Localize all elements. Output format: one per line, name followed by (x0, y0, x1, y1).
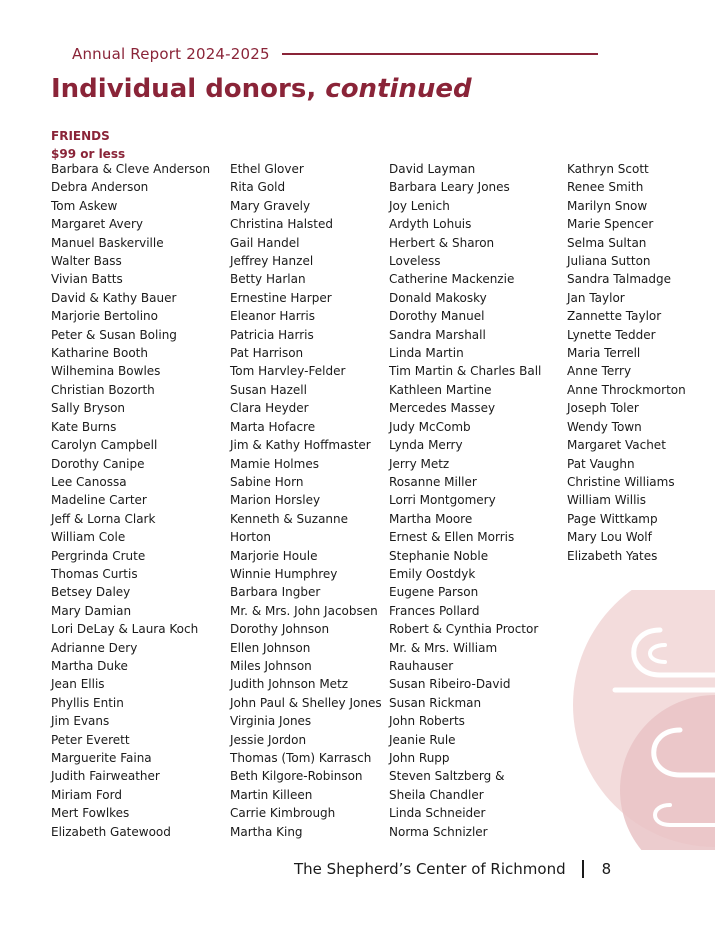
donor-name: Kathryn Scott (567, 162, 649, 176)
donor-name: Emily Oostdyk (389, 566, 476, 581)
donor-name: Joseph Toler (567, 401, 639, 416)
donor-name: David Layman (389, 162, 476, 176)
donor-name: Martin Killeen (230, 787, 313, 802)
donor-name: Winnie Humphrey (230, 566, 338, 581)
donor-name: Vivian Batts (51, 272, 123, 287)
donor-name: Margaret Vachet (567, 438, 666, 453)
footer-separator (582, 860, 584, 878)
donor-name: Joy Lenich (389, 198, 450, 213)
donor-name: Sabine Horn (230, 474, 304, 489)
donor-name: Sally Bryson (51, 401, 126, 416)
donor-level-name: FRIENDS (51, 129, 110, 143)
donor-name: Lori DeLay & Laura Koch (51, 622, 199, 637)
donor-name: Tom Askew (51, 198, 118, 213)
donor-name: Judy McComb (389, 419, 471, 434)
donor-name: Carolyn Campbell (51, 438, 158, 453)
donor-name: Thomas (Tom) Karrasch (230, 751, 372, 765)
donor-name: John Roberts (389, 714, 465, 729)
donor-name: Marta Hofacre (230, 419, 316, 434)
donor-name: Marion Horsley (230, 493, 321, 508)
donor-name: William Willis (567, 493, 646, 508)
donor-name: Sandra Marshall (389, 327, 486, 342)
donor-name: Miles Johnson (230, 658, 312, 673)
donor-name: Steven Saltzberg & (389, 769, 505, 784)
donor-name: Barbara Ingber (230, 585, 321, 600)
donor-name: William Cole (51, 530, 126, 545)
donor-name: Elizabeth Yates (567, 548, 658, 563)
donor-name: Phyllis Entin (51, 695, 124, 710)
decorative-circle-logo-icon (570, 590, 715, 850)
donor-name: Pat Harrison (230, 346, 304, 361)
donor-name: Katharine Booth (51, 346, 148, 361)
donor-name: Frances Pollard (389, 603, 480, 618)
donor-name: Elizabeth Gatewood (51, 824, 171, 839)
donor-name: Patricia Harris (230, 327, 314, 342)
donor-name: Rita Gold (230, 180, 286, 195)
donor-name: Mary Damian (51, 603, 132, 618)
donor-name: Anne Throckmorton (567, 382, 686, 397)
donor-name: Clara Heyder (230, 401, 309, 416)
donor-name: Pat Vaughn (567, 456, 635, 471)
donor-name: Ernest & Ellen Morris (389, 530, 515, 545)
donor-name: Kathleen Martine (389, 382, 492, 397)
donor-name: Wilhemina Bowles (51, 364, 161, 379)
page-title-emphasis: continued (325, 74, 472, 104)
donor-name: Stephanie Noble (389, 548, 489, 563)
donor-name: Rauhauser (389, 658, 454, 673)
donor-name: Kenneth & Suzanne (230, 511, 349, 526)
donor-level (51, 127, 125, 163)
donor-column-3 (389, 160, 541, 841)
donor-name: Mr. & Mrs. William (389, 640, 498, 655)
donor-name: Donald Makosky (389, 290, 487, 305)
donor-name: Jean Ellis (51, 677, 105, 692)
donor-name: Linda Martin (389, 346, 464, 361)
report-header (72, 45, 598, 63)
donor-name: Betsey Daley (51, 585, 131, 600)
donor-name: Robert & Cynthia Proctor (389, 622, 539, 637)
donor-name: Jeff & Lorna Clark (51, 511, 156, 526)
donor-name: Loveless (389, 254, 441, 269)
donor-name: Judith Fairweather (51, 769, 160, 784)
donor-name: Sheila Chandler (389, 787, 484, 802)
donor-column-2 (230, 160, 382, 841)
donor-name: Catherine Mackenzie (389, 272, 515, 287)
donor-name: Lynda Merry (389, 438, 463, 453)
header-rule (282, 53, 598, 55)
page-number: 8 (601, 860, 612, 878)
donor-name: Marie Spencer (567, 217, 654, 232)
donor-name: Susan Rickman (389, 695, 482, 710)
donor-name: John Paul & Shelley Jones (230, 695, 382, 710)
donor-name: Virginia Jones (230, 714, 312, 729)
donor-name: Jim Evans (51, 714, 110, 729)
page-footer (294, 860, 611, 878)
donor-name: Page Wittkamp (567, 511, 658, 526)
donor-name: Norma Schnizler (389, 824, 488, 839)
donor-name: Dorothy Johnson (230, 622, 330, 637)
donor-name: Barbara Leary Jones (389, 180, 510, 195)
donor-name: Marilyn Snow (567, 198, 648, 213)
donor-name: Susan Hazell (230, 382, 307, 397)
footer-organization: The Shepherd’s Center of Richmond (294, 860, 566, 878)
donor-name: Dorothy Canipe (51, 456, 145, 471)
donor-name: Betty Harlan (230, 272, 306, 287)
donor-name: Adrianne Dery (51, 640, 138, 655)
donor-name: Linda Schneider (389, 806, 486, 821)
donor-name: Marjorie Bertolino (51, 309, 158, 324)
page-title-main: Individual donors, (51, 74, 326, 104)
donor-name: Eugene Parson (389, 585, 479, 600)
donor-name: Beth Kilgore-Robinson (230, 769, 363, 784)
donor-column-1 (51, 160, 210, 841)
donor-name: Jerry Metz (389, 456, 450, 471)
donor-name: Mr. & Mrs. John Jacobsen (230, 603, 378, 618)
donor-name: Barbara & Cleve Anderson (51, 162, 211, 176)
donor-name: Margaret Avery (51, 217, 143, 232)
donor-name: Dorothy Manuel (389, 309, 485, 324)
donor-name: Marjorie Houle (230, 548, 318, 563)
donor-name: Maria Terrell (567, 346, 641, 361)
donor-name: Eleanor Harris (230, 309, 315, 324)
donor-name: Renee Smith (567, 180, 644, 195)
donor-name: Jeffrey Hanzel (230, 254, 314, 269)
donor-name: Martha Duke (51, 658, 128, 673)
donor-name: Mert Fowlkes (51, 806, 130, 821)
page-title (51, 74, 472, 104)
donor-name: Christian Bozorth (51, 382, 155, 397)
donor-name: Mary Lou Wolf (567, 530, 652, 545)
donor-name: Peter Everett (51, 732, 130, 747)
donor-name: Pergrinda Crute (51, 548, 146, 563)
donor-name: Sandra Talmadge (567, 272, 671, 287)
donor-name: Jim & Kathy Hoffmaster (230, 438, 371, 453)
donor-name: Juliana Sutton (567, 254, 651, 269)
donor-name: Walter Bass (51, 254, 122, 269)
donor-name: Herbert & Sharon (389, 235, 495, 250)
donor-name: Tim Martin & Charles Ball (389, 364, 542, 379)
donor-name: Lee Canossa (51, 474, 127, 489)
donor-name: Miriam Ford (51, 787, 122, 802)
donor-name: Ernestine Harper (230, 290, 332, 305)
donor-column-4 (567, 160, 686, 565)
donor-name: David & Kathy Bauer (51, 290, 177, 305)
donor-name: Peter & Susan Boling (51, 327, 177, 342)
donor-name: Anne Terry (567, 364, 632, 379)
donor-name: Rosanne Miller (389, 474, 477, 489)
donor-name: Carrie Kimbrough (230, 806, 336, 821)
donor-name: Wendy Town (567, 419, 642, 434)
donor-name: Christine Williams (567, 474, 675, 489)
donor-name: Jan Taylor (567, 290, 625, 305)
donor-name: Madeline Carter (51, 493, 147, 508)
report-label: Annual Report 2024-2025 (72, 45, 270, 63)
donor-name: Mary Gravely (230, 198, 311, 213)
donor-name: Lorri Montgomery (389, 493, 496, 508)
donor-name: Horton (230, 530, 271, 545)
donor-name: Lynette Tedder (567, 327, 656, 342)
donor-name: Martha King (230, 824, 303, 839)
donor-name: Ethel Glover (230, 162, 304, 176)
donor-name: Mamie Holmes (230, 456, 319, 471)
donor-name: Gail Handel (230, 235, 300, 250)
donor-name: Thomas Curtis (51, 566, 138, 581)
donor-name: Debra Anderson (51, 180, 149, 195)
donor-name: Tom Harvley-Felder (230, 364, 346, 379)
donor-name: Judith Johnson Metz (230, 677, 349, 692)
donor-name: Martha Moore (389, 511, 473, 526)
donor-name: Christina Halsted (230, 217, 333, 232)
donor-name: Marguerite Faina (51, 751, 152, 765)
donor-name: Zannette Taylor (567, 309, 662, 324)
donor-name: Selma Sultan (567, 235, 647, 250)
donor-name: John Rupp (389, 751, 450, 765)
donor-name: Ellen Johnson (230, 640, 311, 655)
donor-name: Manuel Baskerville (51, 235, 164, 250)
donor-name: Jessie Jordon (230, 732, 307, 747)
donor-name: Jeanie Rule (389, 732, 456, 747)
donor-name: Mercedes Massey (389, 401, 496, 416)
donor-name: Ardyth Lohuis (389, 217, 472, 232)
donor-level-range: $99 or less (51, 147, 126, 161)
donor-name: Susan Ribeiro-David (389, 677, 511, 692)
donor-name: Kate Burns (51, 419, 117, 434)
